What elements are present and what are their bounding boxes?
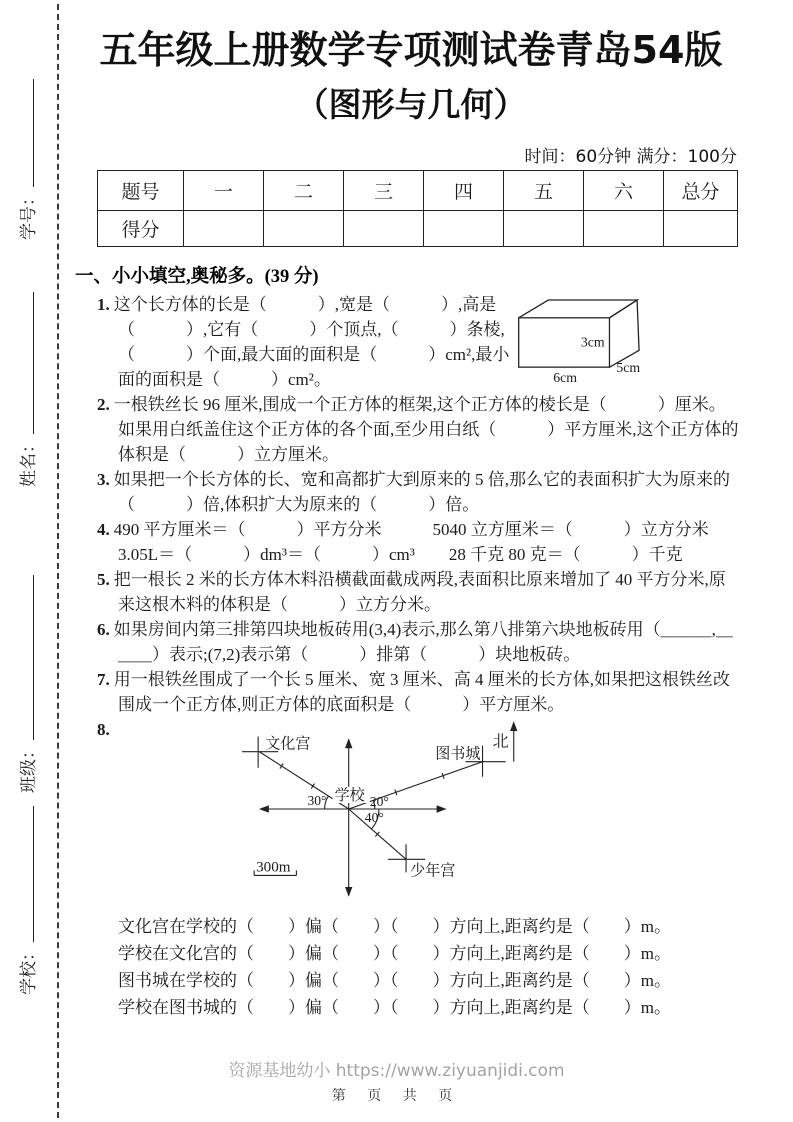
map-culture-palace-label: 文化宫 (265, 736, 311, 753)
score-table-header-cell: 三 (344, 171, 424, 211)
question-text: 如果把一个长方体的长、宽和高都扩大到原来的 5 倍,那么它的表面积扩大为原来的（ ）倍,体积扩大为原来的（ ）倍。 (113, 470, 730, 514)
field-label: 姓名： (19, 436, 38, 487)
question-text: 如果房间内第三排第四块地板砖用(3,4)表示,那么第八排第六块地板砖用（＿＿＿,＿＿＿）表示;(7,2)表示第（ ）排第（ ）块地板砖。 (113, 620, 733, 664)
score-table-header-cell: 一 (184, 171, 264, 211)
question-7 (97, 667, 739, 717)
question-text: 一根铁丝长 96 厘米,围成一个正方体的框架,这个正方体的棱长是（ ）厘米。如果用白纸盖住这个正方体的各个面,至少用白纸（ ）平方厘米,这个正方体的体积是（ ）立方厘米。 (113, 395, 739, 464)
score-input-cell (664, 211, 738, 247)
footer-site-link: 资源基地幼小 https://www.ziyuanjidi.com (228, 1061, 565, 1081)
question-number: 8. (97, 720, 110, 739)
sidebar-field-student-number (14, 79, 39, 240)
q8-statement: 图书城在学校的（ ）偏（ ）（ ）方向上,距离约是（ ）m。 (118, 971, 671, 990)
question-text: 这个长方体的长是（ ）,宽是（ ）,高是（ ）,它有（ ）个顶点,（ ）条棱,（ ）个面,最大面的面积是（ ）cm²,最小面的面积是（ ）cm²。 (113, 295, 510, 389)
blank-line (29, 79, 34, 187)
q8-statement: 文化宫在学校的（ ）偏（ ）（ ）方向上,距离约是（ ）m。 (118, 917, 671, 936)
map-angle-east-label: 20° (369, 793, 389, 809)
map-north-label: 北 (492, 733, 509, 751)
score-input-cell (584, 211, 664, 247)
map-angle-southeast-label: 40° (364, 810, 384, 826)
blank-line (29, 575, 34, 740)
question-3 (97, 467, 739, 517)
question-list (97, 292, 739, 1021)
score-table-header-cell: 五 (504, 171, 584, 211)
fold-line (57, 4, 59, 1118)
field-label: 学校： (19, 944, 38, 995)
question-number: 1. (97, 295, 110, 314)
cuboid-length-label: 6cm (553, 369, 577, 385)
question-number: 5. (97, 570, 110, 589)
score-table-header-cell: 六 (584, 171, 664, 211)
score-table-header-cell: 总分 (664, 171, 738, 211)
question-text-line2: 3.05L＝（ ）dm³＝（ ）cm³ 28 千克 80 克＝（ ）千克 (118, 545, 683, 564)
question-4 (97, 517, 739, 567)
map-scale-label: 300m (256, 859, 291, 876)
question-8 (97, 717, 739, 913)
score-table-header-cell: 四 (424, 171, 504, 211)
question-text: 用一根铁丝围成了一个长 5 厘米、宽 3 厘米、高 4 厘米的长方体,如果把这根铁丝改围成一个正方体,则正方体的底面积是（ ）平方厘米。 (113, 670, 730, 714)
cuboid-depth-label: 5cm (616, 360, 641, 376)
map-book-city-label: 图书城 (435, 746, 481, 763)
q8-statement: 学校在图书城的（ ）偏（ ）（ ）方向上,距离约是（ ）m。 (118, 998, 671, 1017)
sidebar-field-class (14, 575, 39, 793)
score-table-header-cell: 二 (264, 171, 344, 211)
time-limit-info: 时间：60分钟 满分：100分 (524, 147, 737, 167)
map-angle-west-label: 30° (307, 792, 327, 808)
score-row-label: 得分 (98, 211, 184, 247)
score-input-cell (184, 211, 264, 247)
map-youth-palace-label: 少年宫 (410, 863, 456, 880)
cuboid-figure (517, 292, 739, 388)
page-title: 五年级上册数学专项测试卷青岛54版 (99, 28, 723, 72)
score-table-header-cell: 题号 (98, 171, 184, 211)
score-table (97, 170, 738, 247)
blank-line (29, 292, 34, 434)
question-number: 3. (97, 470, 110, 489)
field-label: 学号： (19, 189, 38, 240)
main-content (75, 0, 747, 1021)
score-input-cell (504, 211, 584, 247)
question-text-line1: 490 平方厘米＝（ ）平方分米 5040 立方厘米＝（ ）立方分米 (113, 520, 709, 539)
section-heading: 一、小小填空,奥秘多。(39 分) (75, 267, 319, 287)
map-school-label: 学校 (334, 787, 365, 804)
question-2 (97, 392, 739, 467)
sidebar-field-school (14, 806, 39, 995)
direction-map-figure (235, 713, 557, 905)
question-number: 2. (97, 395, 110, 414)
question-5 (97, 567, 739, 617)
question-number: 7. (97, 670, 110, 689)
score-input-cell (424, 211, 504, 247)
score-input-cell (344, 211, 424, 247)
sidebar-field-name (14, 292, 39, 487)
question-1 (97, 292, 739, 392)
question-number: 6. (97, 620, 110, 639)
blank-line (29, 806, 34, 942)
score-input-cell (264, 211, 344, 247)
question-text: 把一根长 2 米的长方体木料沿横截面截成两段,表面积比原来增加了 40 平方分米,原来这根木料的体积是（ ）立方分米。 (113, 570, 726, 614)
question-number: 4. (97, 520, 110, 539)
question-6 (97, 617, 739, 667)
q8-statement: 学校在文化宫的（ ）偏（ ）（ ）方向上,距离约是（ ）m。 (118, 944, 671, 963)
page-subtitle: （图形与几何） (295, 85, 527, 124)
field-label: 班级： (19, 742, 38, 793)
footer-page-number: 第 页 共 页 (331, 1089, 462, 1104)
cuboid-height-label: 3cm (580, 334, 605, 350)
